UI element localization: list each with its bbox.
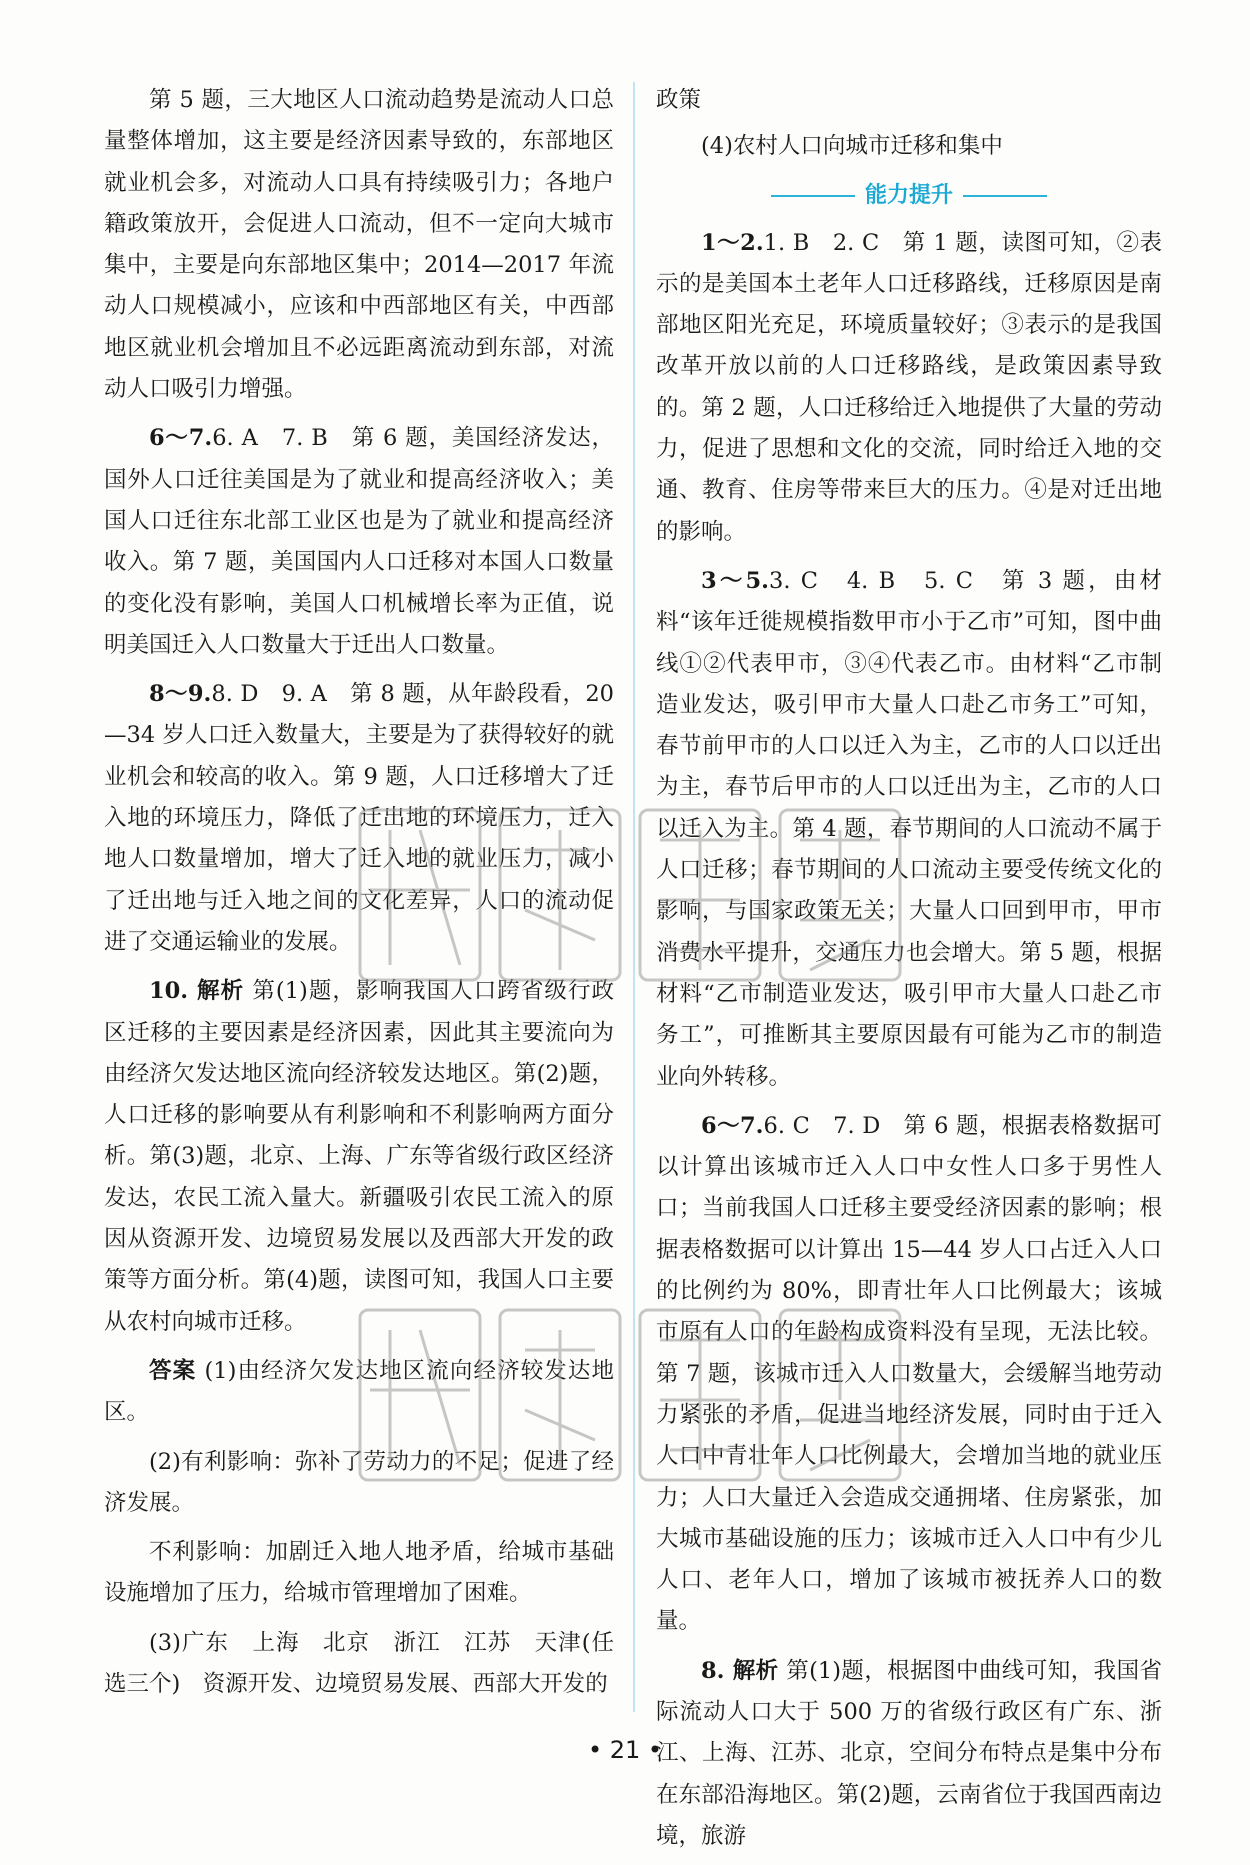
question-range: 8～9. (149, 681, 212, 708)
paragraph: 8. 解析 第(1)题，根据图中曲线可知，我国省际流动人口大于 500 万的省级行政区有广东、浙江、上海、江苏、北京，空间分布特点是集中分布在东部沿海地区。第(2)题，云南省位于我国西南边境，旅游 (656, 1657, 1163, 1849)
paragraph: 答案 (1)由经济欠发达地区流向经济较发达地区。 (104, 1357, 615, 1426)
paragraph: 8～9.8. D 9. A 第 8 题，从年龄段看，20—34 岁人口迁入数量大，主要是为了获得较好的就业机会和较高的收入。第 9 题，人口迁移增大了迁入地的环境压力，降低了迁出地的环境压力，迁入地人口数量增加，增大了迁入地的就业压力，减小了迁出地与迁入地之间的文化差异，人口的流动促进了交通运输业的发展。 (104, 681, 614, 955)
column-divider (633, 82, 635, 1712)
paragraph: 3～5.3. C 4. B 5. C 第 3 题，由材料“该年迁徙规模指数甲市小于乙市”可知，图中曲线①②代表甲市，③④代表乙市。由材料“乙市制造业发达，吸引甲市大量人口赴乙市务工”可知，春节前甲市的人口以迁入为主，乙市的人口以迁出为主，春节后甲市的人口以迁出为主，乙市的人口以迁入为主。第 4 题，春节期间的人口流动不属于人口迁移；春节期间的人口流动主要受传统文化的影响，与国家政策无关；大量人口回到甲市，甲市消费水平提升，交通压力也会增大。第 5 题，根据材料“乙市制造业发达，吸引甲市大量人口赴乙市务工”，可推断其主要原因最有可能为乙市的制造业向外转移。 (656, 567, 1162, 1090)
left-column (104, 80, 614, 1713)
paragraph: 1～2.1. B 2. C 第 1 题，读图可知，②表示的是美国本土老年人口迁移路线，迁移原因是南部地区阳光充足，环境质量较好；③表示的是我国改革开放以前的人口迁移路线，是政策因素导致的。第 2 题，人口迁移给迁入地提供了大量的劳动力，促进了思想和文化的交流，同时给迁入地的交通、教育、住房等带来巨大的压力。④是对迁出地的影响。 (656, 229, 1162, 545)
question-label: 8. 解析 (701, 1657, 779, 1684)
paragraph: (3)广东 上海 北京 浙江 江苏 天津(任选三个) 资源开发、边境贸易发展、西部大开发的 (104, 1629, 614, 1697)
paragraph: 10. 解析 第(1)题，影响我国人口跨省级行政区迁移的主要因素是经济因素，因此其主要流向为由经济欠发达地区流向经济较发达地区。第(2)题，人口迁移的影响要从有利影响和不利影响两方面分析。第(3)题，北京、上海、广东等省级行政区经济发达，农民工流入量大。新疆吸引农民工流入的原因从资源开发、边境贸易发展以及西部大开发的政策等方面分析。第(4)题，读图可知，我国人口主要从农村向城市迁移。 (104, 978, 615, 1335)
answer-label: 答案 (149, 1357, 197, 1384)
paragraph: 政策 (656, 87, 702, 113)
paragraph: 不利影响：加剧迁入地人地矛盾，给城市基础设施增加了压力，给城市管理增加了困难。 (104, 1539, 614, 1607)
paragraph: 6～7.6. C 7. D 第 6 题，根据表格数据可以计算出该城市迁入人口中女性人口多于男性人口；当前我国人口迁移主要受经济因素的影响；根据表格数据可以计算出 15—44 岁人口占迁入人口的比例约为 80%，即青壮年人口比例最大；该城市原有人口的年龄构成资料没有呈现，无法比较。第 7 题，该城市迁入人口数量大，会缓解当地劳动力紧张的矛盾，促进当地经济发展，同时由于迁入人口中青壮年人口比例最大，会增加当地的就业压力；人口大量迁入会造成交通拥堵、住房紧张，加大城市基础设施的压力；该城市迁入人口中有少儿人口、老年人口，增加了该城市被抚养人口的数量。 (656, 1112, 1162, 1635)
heading-rule (771, 195, 855, 197)
page-number: • 21 • (587, 1736, 663, 1764)
paragraph: 第 5 题，三大地区人口流动趋势是流动人口总量整体增加，这主要是经济因素导致的，东部地区就业机会多，对流动人口具有持续吸引力；各地户籍政策放开，会促进人口流动，但不一定向大城市集中，主要是向东部地区集中；2014—2017 年流动人口规模减小，应该和中西部地区有关，中西部地区就业机会增加且不必远距离流动到东部，对流动人口吸引力增强。 (104, 87, 614, 403)
section-heading (656, 176, 1162, 217)
question-label: 10. 解析 (149, 978, 245, 1005)
paragraph: (4)农村人口向城市迁移和集中 (701, 133, 1003, 160)
paragraph: 6～7.6. A 7. B 第 6 题，美国经济发达，国外人口迁往美国是为了就业和提高经济收入；美国人口迁往东北部工业区也是为了就业和提高经济收入。第 7 题，美国国内人口迁移对本国人口数量的变化没有影响，美国人口机械增长率为正值，说明美国迁入人口数量大于迁出人口数量。 (104, 425, 614, 658)
section-title: 能力提升 (864, 183, 953, 209)
question-range: 3～5. (701, 567, 769, 594)
question-range: 6～7. (149, 425, 213, 452)
question-range: 6～7. (701, 1112, 764, 1139)
paragraph: (2)有利影响：弥补了劳动力的不足；促进了经济发展。 (104, 1448, 614, 1516)
right-column (656, 80, 1162, 1865)
heading-rule (963, 195, 1047, 197)
question-range: 1～2. (701, 229, 764, 256)
